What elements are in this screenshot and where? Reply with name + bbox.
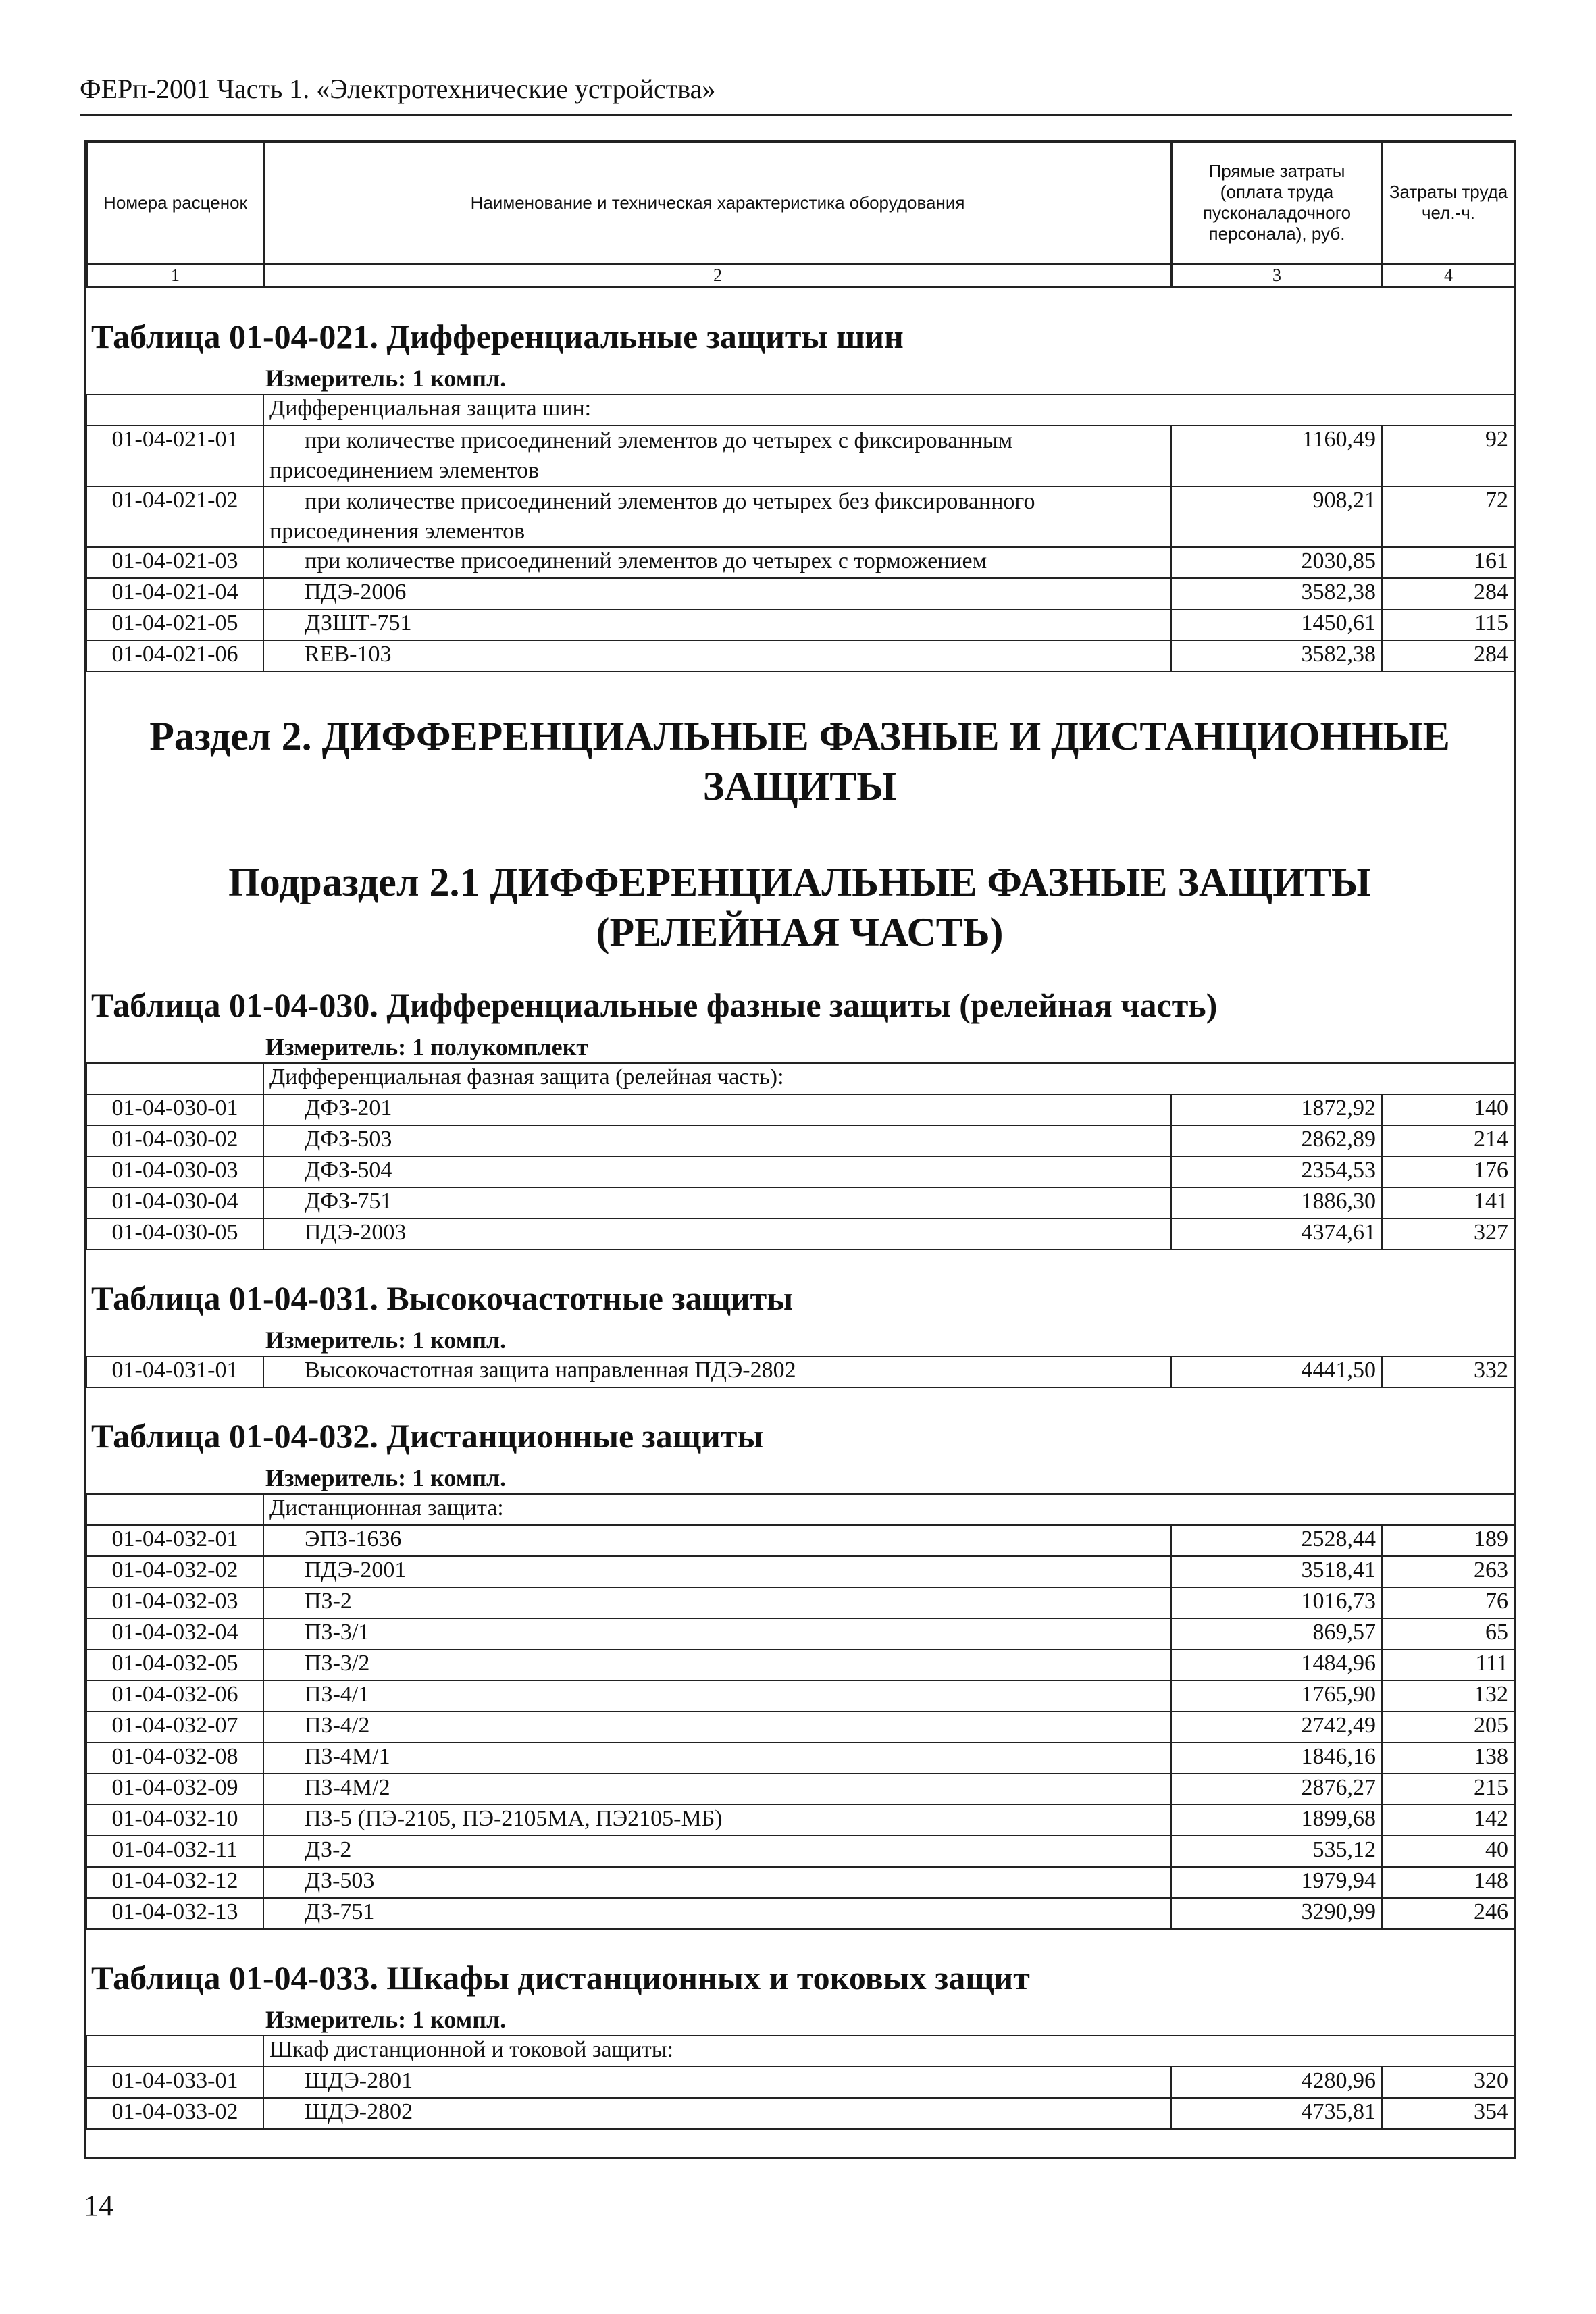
table-row bbox=[86, 1680, 1514, 1712]
empty-cell bbox=[86, 2036, 263, 2067]
rate-table bbox=[86, 1493, 1515, 1930]
table-title: Таблица 01-04-021. Дифференциальные защиты шин bbox=[91, 317, 904, 355]
item-name: ПДЭ-2001 bbox=[263, 1556, 1171, 1587]
tables-area bbox=[86, 317, 1514, 2130]
page-number: 14 bbox=[84, 2189, 113, 2222]
subsection-title: Подраздел 2.1 ДИФФЕРЕНЦИАЛЬНЫЕ ФАЗНЫЕ ЗАЩИТЫ (РЕЛЕЙНАЯ ЧАСТЬ) bbox=[228, 860, 1371, 954]
table-row bbox=[86, 1743, 1514, 1774]
rate-code: 01-04-032-07 bbox=[86, 1712, 263, 1743]
direct-cost: 4441,50 bbox=[1171, 1356, 1382, 1387]
direct-cost: 1450,61 bbox=[1171, 609, 1382, 640]
labor-cost: 115 bbox=[1382, 609, 1514, 640]
item-name: ПЗ-3/1 bbox=[263, 1618, 1171, 1649]
column-number: 3 bbox=[1172, 264, 1383, 288]
item-name: ПДЭ-2006 bbox=[263, 578, 1171, 609]
group-row bbox=[86, 1494, 1514, 1525]
rate-code: 01-04-030-02 bbox=[86, 1125, 263, 1156]
group-label: Дифференциальная фазная защита (релейная часть): bbox=[263, 1063, 1514, 1094]
rate-code: 01-04-032-12 bbox=[86, 1867, 263, 1898]
table-row bbox=[86, 1525, 1514, 1556]
direct-cost: 1016,73 bbox=[1171, 1587, 1382, 1618]
table-row bbox=[86, 1836, 1514, 1867]
rate-code: 01-04-031-01 bbox=[86, 1356, 263, 1387]
item-name: ДФЗ-504 bbox=[263, 1156, 1171, 1187]
table-title: Таблица 01-04-030. Дифференциальные фазные защиты (релейная часть) bbox=[91, 986, 1218, 1024]
rate-table-block bbox=[86, 985, 1514, 1250]
item-name: ПЗ-4/2 bbox=[263, 1712, 1171, 1743]
unit-line bbox=[86, 1327, 1514, 1356]
labor-cost: 205 bbox=[1382, 1712, 1514, 1743]
labor-cost: 320 bbox=[1382, 2067, 1514, 2098]
direct-cost: 3290,99 bbox=[1171, 1898, 1382, 1929]
rate-code: 01-04-030-03 bbox=[86, 1156, 263, 1187]
item-name: ЭПЗ-1636 bbox=[263, 1525, 1171, 1556]
table-row bbox=[86, 2098, 1514, 2129]
table-row bbox=[86, 1356, 1514, 1387]
item-name: Высокочастотная защита направленная ПДЭ-2802 bbox=[263, 1356, 1171, 1387]
rate-code: 01-04-032-01 bbox=[86, 1525, 263, 1556]
table-title: Таблица 01-04-033. Шкафы дистанционных и токовых защит bbox=[91, 1959, 1030, 1997]
labor-cost: 111 bbox=[1382, 1649, 1514, 1680]
unit-line bbox=[86, 365, 1514, 394]
item-name: ПЗ-2 bbox=[263, 1587, 1171, 1618]
rate-code: 01-04-032-02 bbox=[86, 1556, 263, 1587]
group-row bbox=[86, 1063, 1514, 1094]
item-name: ПДЭ-2003 bbox=[263, 1218, 1171, 1250]
table-title: Таблица 01-04-032. Дистанционные защиты bbox=[91, 1417, 764, 1455]
unit-line bbox=[86, 2007, 1514, 2035]
labor-cost: 214 bbox=[1382, 1125, 1514, 1156]
direct-cost: 1886,30 bbox=[1171, 1187, 1382, 1218]
direct-cost: 4735,81 bbox=[1171, 2098, 1382, 2129]
direct-cost: 535,12 bbox=[1171, 1836, 1382, 1867]
column-header-labor: Затраты труда чел.-ч. bbox=[1383, 142, 1515, 264]
table-row bbox=[86, 1774, 1514, 1805]
labor-cost: 140 bbox=[1382, 1094, 1514, 1125]
unit-line bbox=[86, 1034, 1514, 1062]
column-header-name: Наименование и техническая характеристика оборудования bbox=[264, 142, 1172, 264]
labor-cost: 138 bbox=[1382, 1743, 1514, 1774]
labor-cost: 72 bbox=[1382, 486, 1514, 547]
item-name: ПЗ-4М/2 bbox=[263, 1774, 1171, 1805]
direct-cost: 1160,49 bbox=[1171, 426, 1382, 486]
item-name: ПЗ-4/1 bbox=[263, 1680, 1171, 1712]
labor-cost: 189 bbox=[1382, 1525, 1514, 1556]
item-name: ДЗШТ-751 bbox=[263, 609, 1171, 640]
table-row bbox=[86, 1218, 1514, 1250]
item-name: ДЗ-2 bbox=[263, 1836, 1171, 1867]
column-header-table bbox=[86, 140, 1516, 288]
table-row bbox=[86, 2067, 1514, 2098]
rate-table bbox=[86, 2035, 1515, 2130]
item-name: ПЗ-5 (ПЭ-2105, ПЭ-2105МА, ПЭ2105-МБ) bbox=[263, 1805, 1171, 1836]
rate-code: 01-04-021-03 bbox=[86, 547, 263, 578]
table-row bbox=[86, 640, 1514, 671]
rate-code: 01-04-033-02 bbox=[86, 2098, 263, 2129]
rate-table-block bbox=[86, 1416, 1514, 1930]
direct-cost: 1484,96 bbox=[1171, 1649, 1382, 1680]
column-header-direct-cost: Прямые затраты (оплата труда пусконаладочного персонала), руб. bbox=[1172, 142, 1383, 264]
group-label: Дистанционная защита: bbox=[263, 1494, 1514, 1525]
rate-code: 01-04-021-01 bbox=[86, 426, 263, 486]
labor-cost: 354 bbox=[1382, 2098, 1514, 2129]
group-label: Шкаф дистанционной и токовой защиты: bbox=[263, 2036, 1514, 2067]
rate-table bbox=[86, 1356, 1515, 1388]
column-number: 2 bbox=[264, 264, 1172, 288]
table-row bbox=[86, 1556, 1514, 1587]
labor-cost: 92 bbox=[1382, 426, 1514, 486]
item-name: ДФЗ-503 bbox=[263, 1125, 1171, 1156]
direct-cost: 1979,94 bbox=[1171, 1867, 1382, 1898]
labor-cost: 327 bbox=[1382, 1218, 1514, 1250]
labor-cost: 65 bbox=[1382, 1618, 1514, 1649]
direct-cost: 3518,41 bbox=[1171, 1556, 1382, 1587]
direct-cost: 2876,27 bbox=[1171, 1774, 1382, 1805]
labor-cost: 284 bbox=[1382, 578, 1514, 609]
item-name-line: присоединения элементов bbox=[269, 519, 525, 544]
table-row bbox=[86, 1187, 1514, 1218]
table-row bbox=[86, 1094, 1514, 1125]
rate-code: 01-04-030-01 bbox=[86, 1094, 263, 1125]
labor-cost: 132 bbox=[1382, 1680, 1514, 1712]
table-row bbox=[86, 1156, 1514, 1187]
labor-cost: 142 bbox=[1382, 1805, 1514, 1836]
item-name: ДФЗ-201 bbox=[263, 1094, 1171, 1125]
table-row bbox=[86, 1805, 1514, 1836]
column-number: 4 bbox=[1383, 264, 1515, 288]
direct-cost: 1899,68 bbox=[1171, 1805, 1382, 1836]
direct-cost: 2742,49 bbox=[1171, 1712, 1382, 1743]
rate-code: 01-04-021-04 bbox=[86, 578, 263, 609]
item-name: ПЗ-3/2 bbox=[263, 1649, 1171, 1680]
section-title: Раздел 2. ДИФФЕРЕНЦИАЛЬНЫЕ ФАЗНЫЕ И ДИСТАНЦИОННЫЕ ЗАЩИТЫ bbox=[149, 714, 1450, 808]
page-header: ФЕРп-2001 Часть 1. «Электротехнические устройства» bbox=[80, 73, 1512, 116]
unit-label: Измеритель: 1 компл. bbox=[265, 1464, 507, 1491]
labor-cost: 176 bbox=[1382, 1156, 1514, 1187]
unit-line bbox=[86, 1465, 1514, 1493]
direct-cost: 3582,38 bbox=[1171, 578, 1382, 609]
direct-cost: 908,21 bbox=[1171, 486, 1382, 547]
direct-cost: 1872,92 bbox=[1171, 1094, 1382, 1125]
item-name: ДЗ-751 bbox=[263, 1898, 1171, 1929]
column-header-codes: Номера расценок bbox=[87, 142, 264, 264]
table-row bbox=[86, 1649, 1514, 1680]
rate-code: 01-04-032-13 bbox=[86, 1898, 263, 1929]
rate-code: 01-04-032-05 bbox=[86, 1649, 263, 1680]
labor-cost: 246 bbox=[1382, 1898, 1514, 1929]
rate-code: 01-04-032-04 bbox=[86, 1618, 263, 1649]
labor-cost: 263 bbox=[1382, 1556, 1514, 1587]
direct-cost: 2528,44 bbox=[1171, 1525, 1382, 1556]
rate-table-block bbox=[86, 317, 1514, 672]
unit-label: Измеритель: 1 полукомплект bbox=[265, 1033, 589, 1060]
direct-cost: 2030,85 bbox=[1171, 547, 1382, 578]
table-row bbox=[86, 486, 1514, 547]
group-label: Дифференциальная защита шин: bbox=[263, 394, 1514, 426]
table-row bbox=[86, 578, 1514, 609]
labor-cost: 141 bbox=[1382, 1187, 1514, 1218]
rate-code: 01-04-021-06 bbox=[86, 640, 263, 671]
direct-cost: 4280,96 bbox=[1171, 2067, 1382, 2098]
table-row bbox=[86, 1898, 1514, 1929]
rate-code: 01-04-030-04 bbox=[86, 1187, 263, 1218]
direct-cost: 1846,16 bbox=[1171, 1743, 1382, 1774]
labor-cost: 40 bbox=[1382, 1836, 1514, 1867]
labor-cost: 148 bbox=[1382, 1867, 1514, 1898]
rate-code: 01-04-021-05 bbox=[86, 609, 263, 640]
item-name-line: при количестве присоединений элементов до четырех без фиксированного bbox=[305, 489, 1035, 514]
rate-code: 01-04-032-09 bbox=[86, 1774, 263, 1805]
rate-code: 01-04-032-03 bbox=[86, 1587, 263, 1618]
rate-code: 01-04-032-08 bbox=[86, 1743, 263, 1774]
empty-cell bbox=[86, 1494, 263, 1525]
direct-cost: 4374,61 bbox=[1171, 1218, 1382, 1250]
item-name: ДЗ-503 bbox=[263, 1867, 1171, 1898]
rate-table-block bbox=[86, 1279, 1514, 1388]
rate-table bbox=[86, 394, 1515, 672]
item-name: ШДЭ-2802 bbox=[263, 2098, 1171, 2129]
table-row bbox=[86, 1867, 1514, 1898]
direct-cost: 1765,90 bbox=[1171, 1680, 1382, 1712]
item-name bbox=[263, 426, 1171, 486]
rate-code: 01-04-030-05 bbox=[86, 1218, 263, 1250]
rate-code: 01-04-033-01 bbox=[86, 2067, 263, 2098]
table-row bbox=[86, 1712, 1514, 1743]
item-name bbox=[263, 486, 1171, 547]
rate-code: 01-04-032-11 bbox=[86, 1836, 263, 1867]
table-title: Таблица 01-04-031. Высокочастотные защиты bbox=[91, 1279, 794, 1317]
item-name: ШДЭ-2801 bbox=[263, 2067, 1171, 2098]
table-row bbox=[86, 609, 1514, 640]
rate-code: 01-04-032-10 bbox=[86, 1805, 263, 1836]
document-frame bbox=[84, 140, 1516, 2159]
rate-table-block bbox=[86, 1958, 1514, 2130]
labor-cost: 332 bbox=[1382, 1356, 1514, 1387]
group-row bbox=[86, 2036, 1514, 2067]
column-number: 1 bbox=[87, 264, 264, 288]
direct-cost: 3582,38 bbox=[1171, 640, 1382, 671]
direct-cost: 2862,89 bbox=[1171, 1125, 1382, 1156]
unit-label: Измеритель: 1 компл. bbox=[265, 2006, 507, 2033]
empty-cell bbox=[86, 394, 263, 426]
direct-cost: 2354,53 bbox=[1171, 1156, 1382, 1187]
labor-cost: 161 bbox=[1382, 547, 1514, 578]
rate-code: 01-04-032-06 bbox=[86, 1680, 263, 1712]
table-row bbox=[86, 1587, 1514, 1618]
rate-table bbox=[86, 1062, 1515, 1250]
table-row bbox=[86, 426, 1514, 486]
labor-cost: 76 bbox=[1382, 1587, 1514, 1618]
labor-cost: 284 bbox=[1382, 640, 1514, 671]
unit-label: Измеритель: 1 компл. bbox=[265, 1327, 507, 1354]
item-name: при количестве присоединений элементов до четырех с торможением bbox=[263, 547, 1171, 578]
rate-code: 01-04-021-02 bbox=[86, 486, 263, 547]
empty-cell bbox=[86, 1063, 263, 1094]
direct-cost: 869,57 bbox=[1171, 1618, 1382, 1649]
labor-cost: 215 bbox=[1382, 1774, 1514, 1805]
item-name: REB-103 bbox=[263, 640, 1171, 671]
table-row bbox=[86, 547, 1514, 578]
item-name-line: при количестве присоединений элементов до четырех с фиксированным bbox=[305, 428, 1013, 453]
group-row bbox=[86, 394, 1514, 426]
unit-label: Измеритель: 1 компл. bbox=[265, 365, 507, 392]
item-name-line: присоединением элементов bbox=[269, 458, 540, 483]
table-row bbox=[86, 1618, 1514, 1649]
item-name: ПЗ-4М/1 bbox=[263, 1743, 1171, 1774]
item-name: ДФЗ-751 bbox=[263, 1187, 1171, 1218]
table-row bbox=[86, 1125, 1514, 1156]
